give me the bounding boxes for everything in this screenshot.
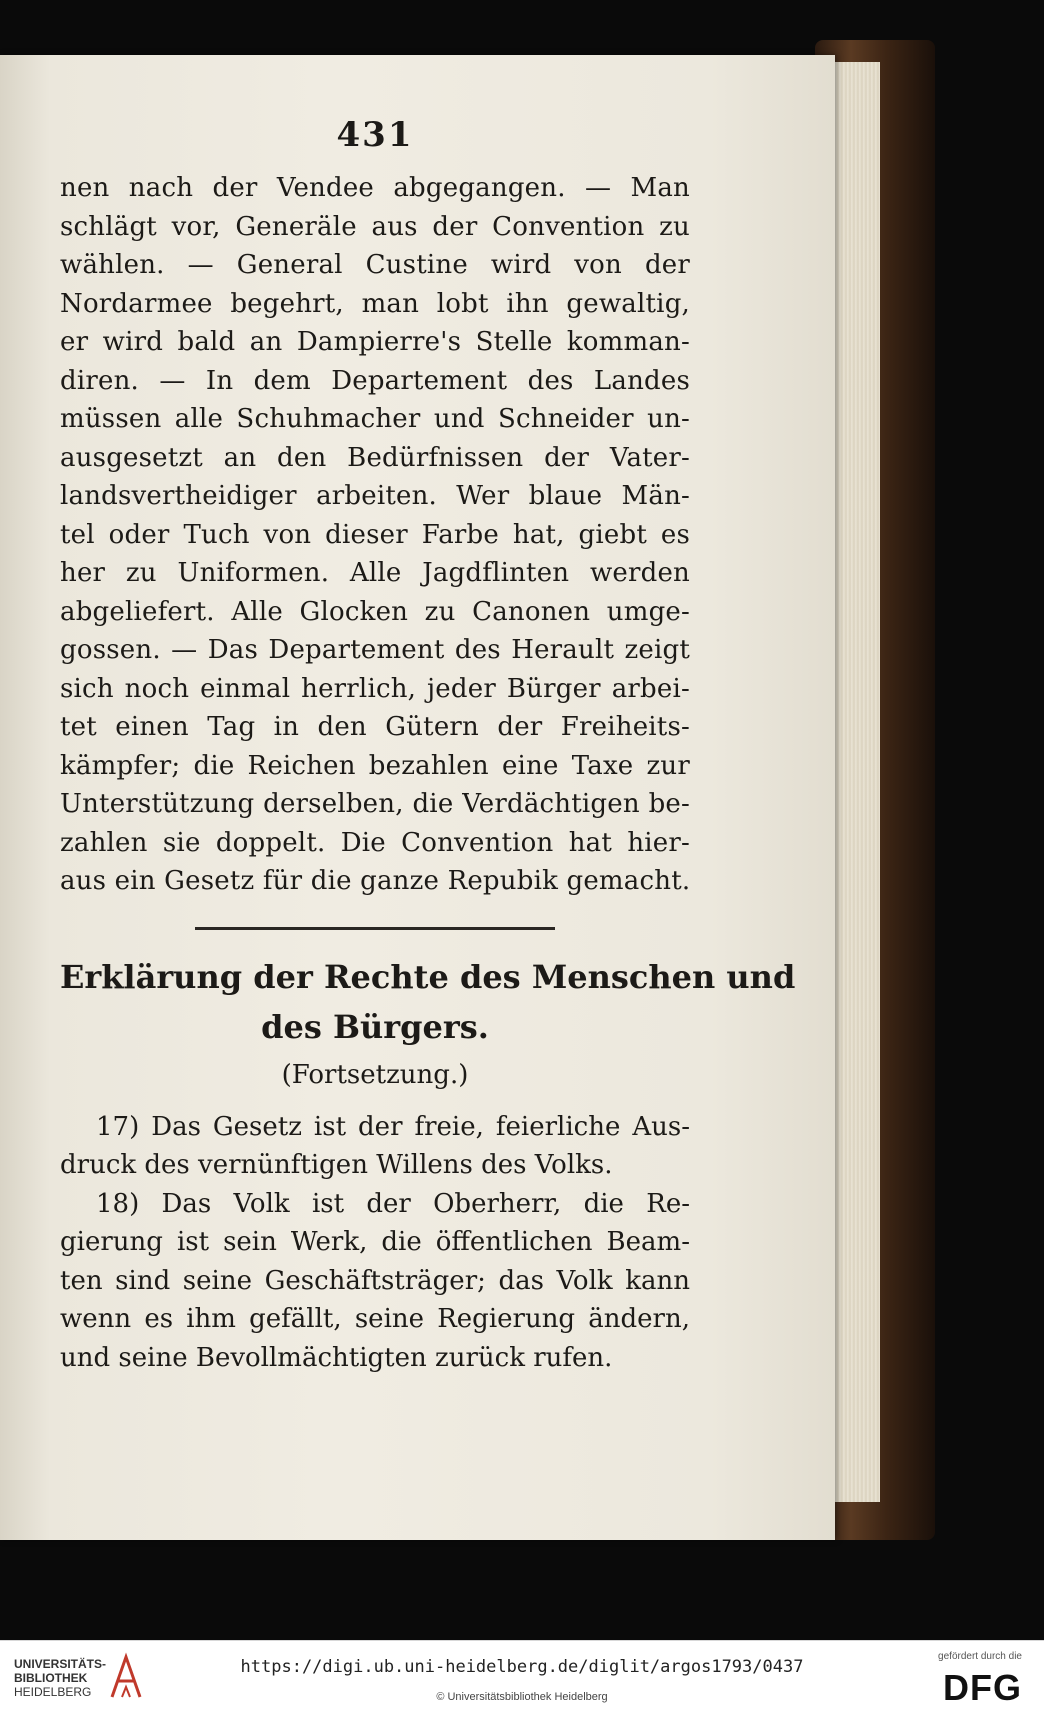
text-line: abgeliefert. Alle Glocken zu Canonen umge-: [60, 596, 690, 627]
text-line: wenn es ihm gefällt, seine Regierung ändern,: [60, 1304, 690, 1334]
page-url-link[interactable]: https://digi.ub.uni-heidelberg.de/diglit/argos1793/0437: [240, 1657, 804, 1677]
copyright-notice: © Universitätsbibliothek Heidelberg: [436, 1691, 608, 1703]
text-line: diren. — In dem Departement des Landes: [60, 365, 690, 396]
viewer-footer: [0, 1640, 1044, 1717]
text-line: Unterstützung derselben, die Verdächtigen be-: [60, 789, 690, 819]
text-line: sich noch einmal herrlich, jeder Bürger arbei-: [60, 673, 690, 704]
section-heading: Erklärung der Rechte des Menschen und: [60, 957, 796, 996]
body-text: [60, 169, 690, 901]
text-line: er wird bald an Dampierre's Stelle komman-: [60, 327, 690, 357]
text-line: 18) Das Volk ist der Oberherr, die Re-: [96, 1188, 690, 1219]
section-heading-continued: des Bürgers.: [261, 1007, 489, 1046]
text-line: druck des vernünftigen Willens des Volks.: [60, 1150, 613, 1180]
text-line: 17) Das Gesetz ist der freie, feierliche Aus-: [96, 1111, 690, 1142]
paragraph-17: [60, 1108, 690, 1185]
section-subheading: (Fortsetzung.): [281, 1059, 469, 1090]
text-line: schlägt vor, Generäle aus der Convention zu: [60, 211, 690, 242]
text-line: tet einen Tag in den Gütern der Freiheits-: [60, 712, 690, 742]
text-line: müssen alle Schuhmacher und Schneider un-: [60, 404, 690, 434]
text-line: her zu Uniformen. Alle Jagdflinten werden: [60, 558, 690, 588]
text-line: und seine Bevollmächtigten zurück rufen.: [60, 1342, 613, 1373]
text-line: tel oder Tuch von dieser Farbe hat, giebt es: [60, 519, 690, 550]
text-line: landsvertheidiger arbeiten. Wer blaue Män-: [60, 481, 690, 511]
text-line: Nordarmee begehrt, man lobt ihn gewaltig,: [60, 288, 690, 319]
text-line: ten sind seine Geschäftsträger; das Volk kann: [60, 1265, 690, 1296]
page-number: 431: [336, 115, 414, 155]
text-line: zahlen sie doppelt. Die Convention hat hier-: [60, 827, 690, 858]
text-line: aus ein Gesetz für die ganze Repubik gemacht.: [60, 866, 691, 896]
text-line: nen nach der Vendee abgegangen. — Man: [60, 173, 690, 203]
text-line: ausgesetzt an den Bedürfnissen der Vater-: [60, 442, 690, 473]
paragraph-18: [60, 1185, 690, 1378]
library-name-line: BIBLIOTHEK: [14, 1671, 88, 1685]
funding-caption: gefördert durch die: [938, 1651, 1022, 1662]
library-name-line: UNIVERSITÄTS-: [14, 1657, 107, 1671]
text-line: gierung ist sein Werk, die öffentlichen Beam-: [60, 1227, 690, 1257]
book-page: [0, 55, 835, 1540]
text-line: wählen. — General Custine wird von der: [60, 250, 690, 280]
text-line: kämpfer; die Reichen bezahlen eine Taxe zur: [60, 750, 690, 781]
library-name-line: HEIDELBERG: [14, 1685, 92, 1699]
page-text: [60, 115, 796, 1377]
dfg-logo: DFG: [943, 1667, 1022, 1708]
section-divider: [195, 927, 555, 930]
text-line: gossen. — Das Departement des Herault zeigt: [60, 635, 690, 665]
